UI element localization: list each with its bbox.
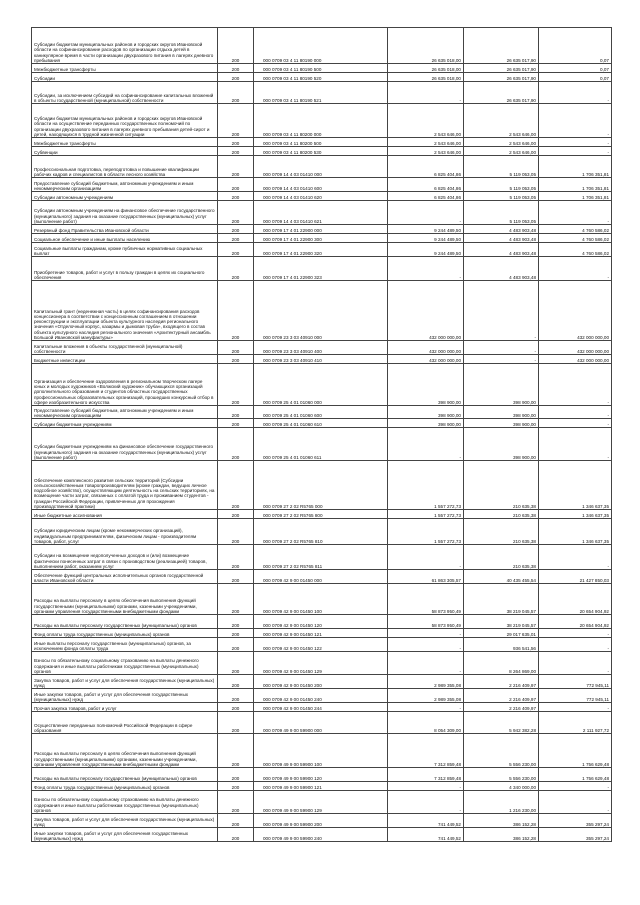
table-row <box>32 712 612 734</box>
row-line-code: 200 <box>218 638 254 652</box>
row-executed-amount: 4 340 000,00 <box>464 782 539 791</box>
row-classification-code: 000 0709 49 9 00 59900 121 <box>254 782 388 791</box>
row-description: Прочая закупка товаров, работ и услуг <box>32 703 218 712</box>
row-line-code: 200 <box>218 615 254 629</box>
row-executed-amount: - <box>464 281 539 341</box>
row-description: Субвенции <box>32 147 218 156</box>
row-unexecuted-amount: 1 346 637,35 <box>539 461 612 510</box>
row-executed-amount: 210 635,38 <box>464 461 539 510</box>
row-approved-amount: - <box>388 629 464 638</box>
row-approved-amount: 2 989 355,08 <box>388 689 464 703</box>
table-row <box>32 703 612 712</box>
row-line-code: 200 <box>218 341 254 355</box>
row-description: Иные выплаты персоналу государственных (муниципальных) органов, за исключением фонда оплаты труда <box>32 638 218 652</box>
row-classification-code: 000 0709 49 9 00 59900 240 <box>254 828 388 842</box>
table-row <box>32 156 612 178</box>
row-executed-amount: 26 635 017,90 <box>464 82 539 104</box>
row-line-code: 200 <box>218 629 254 638</box>
row-approved-amount: 6 825 404,86 <box>388 178 464 192</box>
row-unexecuted-amount: 432 000 000,00 <box>539 281 612 341</box>
row-line-code: 200 <box>218 545 254 570</box>
table-row <box>32 257 612 281</box>
table-row <box>32 615 612 629</box>
table-row <box>32 104 612 138</box>
row-classification-code: 000 0709 42 9 00 01450 200 <box>254 675 388 689</box>
row-line-code: 200 <box>218 428 254 461</box>
row-classification-code: 000 0709 03 4 11 80200 500 <box>254 138 388 147</box>
row-classification-code: 000 0709 17 4 01 22900 300 <box>254 234 388 243</box>
row-line-code: 200 <box>218 703 254 712</box>
row-classification-code: 000 0709 27 2 02 R5765 810 <box>254 519 388 545</box>
row-unexecuted-amount: 0,07 <box>539 28 612 64</box>
row-approved-amount: - <box>388 257 464 281</box>
row-unexecuted-amount: - <box>539 638 612 652</box>
row-unexecuted-amount: - <box>539 703 612 712</box>
row-approved-amount: 1 557 272,73 <box>388 461 464 510</box>
row-description: Субсидии бюджетам муниципальных районов и городских округов Ивановской области на осуществление переданных государственных полномочий по организации двухразового питания в лагерях дневного пребывания детей-сирот и детей, находящихся в трудной жизненной ситуации <box>32 104 218 138</box>
row-unexecuted-amount: - <box>539 364 612 406</box>
row-classification-code: 000 0709 49 9 00 59900 129 <box>254 791 388 814</box>
row-unexecuted-amount: 772 945,11 <box>539 689 612 703</box>
row-line-code: 200 <box>218 64 254 73</box>
table-row <box>32 545 612 570</box>
row-executed-amount: 5 119 053,05 <box>464 178 539 192</box>
row-description: Фонд оплаты труда государственных (муниципальных) органов <box>32 629 218 638</box>
row-description: Субсидии <box>32 73 218 82</box>
table-row <box>32 638 612 652</box>
row-approved-amount: - <box>388 791 464 814</box>
row-unexecuted-amount: - <box>539 652 612 675</box>
table-row <box>32 73 612 82</box>
row-executed-amount: 4 483 903,48 <box>464 225 539 234</box>
row-executed-amount: 2 543 646,00 <box>464 147 539 156</box>
row-line-code: 200 <box>218 814 254 828</box>
row-line-code: 200 <box>218 782 254 791</box>
row-approved-amount: 8 054 309,00 <box>388 712 464 734</box>
row-executed-amount: 2 543 646,00 <box>464 104 539 138</box>
row-approved-amount: 2 543 646,00 <box>388 147 464 156</box>
row-classification-code: 000 0709 25 4 01 01060 610 <box>254 419 388 428</box>
row-classification-code: 000 0709 42 9 00 01450 121 <box>254 629 388 638</box>
row-executed-amount: 936 541,56 <box>464 638 539 652</box>
row-approved-amount: 2 989 355,08 <box>388 675 464 689</box>
row-unexecuted-amount: 20 654 904,92 <box>539 584 612 615</box>
row-executed-amount: 26 635 017,90 <box>464 64 539 73</box>
table-row <box>32 570 612 584</box>
row-unexecuted-amount: - <box>539 782 612 791</box>
row-executed-amount: - <box>464 341 539 355</box>
table-row <box>32 192 612 201</box>
row-line-code: 200 <box>218 689 254 703</box>
row-unexecuted-amount: 0,07 <box>539 73 612 82</box>
row-line-code: 200 <box>218 570 254 584</box>
row-description: Субсидии на возмещение недополученных доходов и (или) возмещение фактически понесенных затрат в связи с производством (реализацией) товаров, выполнением работ, оказанием услуг <box>32 545 218 570</box>
row-approved-amount: - <box>388 428 464 461</box>
row-approved-amount: 9 244 489,50 <box>388 225 464 234</box>
row-line-code: 200 <box>218 791 254 814</box>
table-row <box>32 341 612 355</box>
row-line-code: 200 <box>218 652 254 675</box>
row-classification-code: 000 0709 17 4 01 22900 000 <box>254 225 388 234</box>
row-classification-code: 000 0709 23 3 03 40910 400 <box>254 341 388 355</box>
row-unexecuted-amount: 1 706 351,81 <box>539 156 612 178</box>
row-classification-code: 000 0709 42 9 00 01450 240 <box>254 689 388 703</box>
row-executed-amount: 8 264 869,00 <box>464 652 539 675</box>
row-description: Субсидии юридическим лицам (кроме некоммерческих организаций), индивидуальным предпринимателям, физическим лицам - производителям товаров, работ, услуг <box>32 519 218 545</box>
table-row <box>32 64 612 73</box>
row-line-code: 200 <box>218 28 254 64</box>
table-row <box>32 28 612 64</box>
row-classification-code: 000 0709 25 4 01 01060 611 <box>254 428 388 461</box>
row-description: Иные закупки товаров, работ и услуг для обеспечения государственных (муниципальных) нужд <box>32 828 218 842</box>
table-row <box>32 82 612 104</box>
row-unexecuted-amount: - <box>539 545 612 570</box>
row-classification-code: 000 0709 49 9 00 59900 200 <box>254 814 388 828</box>
table-row <box>32 675 612 689</box>
row-line-code: 200 <box>218 519 254 545</box>
row-approved-amount: 61 863 305,57 <box>388 570 464 584</box>
row-approved-amount: 6 825 404,86 <box>388 192 464 201</box>
table-row <box>32 428 612 461</box>
row-line-code: 200 <box>218 734 254 768</box>
row-description: Субсидии автономным учреждениям <box>32 192 218 201</box>
row-description: Межбюджетные трансферты <box>32 138 218 147</box>
row-executed-amount: 5 556 230,00 <box>464 734 539 768</box>
row-executed-amount: 398 900,00 <box>464 406 539 419</box>
row-unexecuted-amount: 355 297,24 <box>539 828 612 842</box>
table-row <box>32 828 612 842</box>
row-description: Бюджетные инвестиции <box>32 355 218 364</box>
row-line-code: 200 <box>218 364 254 406</box>
row-executed-amount: 210 635,38 <box>464 510 539 519</box>
row-executed-amount: 386 152,28 <box>464 814 539 828</box>
row-classification-code: 000 0709 17 4 01 22900 323 <box>254 257 388 281</box>
table-row <box>32 734 612 768</box>
row-classification-code: 000 0709 27 2 02 R5765 800 <box>254 510 388 519</box>
row-line-code: 200 <box>218 138 254 147</box>
row-line-code: 200 <box>218 419 254 428</box>
table-row <box>32 768 612 782</box>
table-row <box>32 138 612 147</box>
row-description: Предоставление субсидий бюджетным, автономным учреждениям и иным некоммерческим организациям <box>32 406 218 419</box>
row-approved-amount: 58 873 950,49 <box>388 615 464 629</box>
table-row <box>32 629 612 638</box>
row-classification-code: 000 0709 42 9 00 01450 244 <box>254 703 388 712</box>
row-approved-amount: 2 543 646,00 <box>388 138 464 147</box>
row-approved-amount: 741 449,52 <box>388 814 464 828</box>
table-row <box>32 519 612 545</box>
row-line-code: 200 <box>218 234 254 243</box>
row-approved-amount: 398 900,00 <box>388 419 464 428</box>
row-approved-amount: - <box>388 201 464 225</box>
row-approved-amount: 7 312 859,48 <box>388 734 464 768</box>
row-executed-amount: 5 556 230,00 <box>464 768 539 782</box>
row-unexecuted-amount: 21 427 850,03 <box>539 570 612 584</box>
table-row <box>32 364 612 406</box>
row-unexecuted-amount: 1 706 351,81 <box>539 192 612 201</box>
row-executed-amount: 210 635,38 <box>464 545 539 570</box>
table-row <box>32 689 612 703</box>
row-unexecuted-amount: 1 756 629,48 <box>539 734 612 768</box>
row-line-code: 200 <box>218 104 254 138</box>
row-description: Резервный фонд Правительства Ивановской области <box>32 225 218 234</box>
row-unexecuted-amount: - <box>539 406 612 419</box>
row-executed-amount: 2 216 409,97 <box>464 703 539 712</box>
row-classification-code: 000 0709 23 3 03 40910 000 <box>254 281 388 341</box>
table-row <box>32 178 612 192</box>
row-classification-code: 000 0709 42 9 00 01450 122 <box>254 638 388 652</box>
row-line-code: 200 <box>218 156 254 178</box>
row-executed-amount: 5 119 053,05 <box>464 201 539 225</box>
row-unexecuted-amount: 4 760 586,02 <box>539 234 612 243</box>
row-unexecuted-amount: 1 706 351,81 <box>539 178 612 192</box>
row-executed-amount: 2 216 409,97 <box>464 675 539 689</box>
table-row <box>32 782 612 791</box>
row-classification-code: 000 0709 14 4 03 01410 600 <box>254 178 388 192</box>
row-classification-code: 000 0709 14 4 03 01410 620 <box>254 192 388 201</box>
row-unexecuted-amount: - <box>539 104 612 138</box>
table-body <box>32 28 612 842</box>
row-executed-amount: 210 635,38 <box>464 519 539 545</box>
row-line-code: 200 <box>218 355 254 364</box>
row-approved-amount: - <box>388 545 464 570</box>
row-unexecuted-amount: 20 654 904,92 <box>539 615 612 629</box>
row-line-code: 200 <box>218 192 254 201</box>
table-row <box>32 234 612 243</box>
table-row <box>32 510 612 519</box>
row-approved-amount: 432 000 000,00 <box>388 355 464 364</box>
row-executed-amount: 386 152,28 <box>464 828 539 842</box>
row-description: Межбюджетные трансферты <box>32 64 218 73</box>
row-line-code: 200 <box>218 675 254 689</box>
row-unexecuted-amount: - <box>539 147 612 156</box>
table-row <box>32 419 612 428</box>
row-classification-code: 000 0709 49 9 00 59900 000 <box>254 712 388 734</box>
row-line-code: 200 <box>218 73 254 82</box>
row-classification-code: 000 0709 03 4 11 80190 000 <box>254 28 388 64</box>
row-description: Предоставление субсидий бюджетным, автономным учреждениям и иным некоммерческим организациям <box>32 178 218 192</box>
row-description: Субсидии бюджетам муниципальных районов и городских округов Ивановской области на софинансирование расходов по организации отдыха детей в каникулярное время в части организации двухразового питания в лагерях дневного пребывания <box>32 28 218 64</box>
row-description: Закупка товаров, работ и услуг для обеспечения государственных (муниципальных) нужд <box>32 675 218 689</box>
row-approved-amount: 7 312 859,48 <box>388 768 464 782</box>
row-classification-code: 000 0709 42 9 00 01450 129 <box>254 652 388 675</box>
row-unexecuted-amount: 2 111 927,72 <box>539 712 612 734</box>
row-classification-code: 000 0709 14 4 03 01410 621 <box>254 201 388 225</box>
row-approved-amount: 9 244 489,50 <box>388 234 464 243</box>
table-row <box>32 791 612 814</box>
row-description: Социальные выплаты гражданам, кроме публичных нормативных социальных выплат <box>32 243 218 257</box>
row-approved-amount: 432 000 000,00 <box>388 281 464 341</box>
row-unexecuted-amount: - <box>539 419 612 428</box>
row-executed-amount: 38 219 045,57 <box>464 584 539 615</box>
row-description: Организация и обеспечение оздоровления в региональном творческом лагере юных и молодых художников «Волжский художник» обучающихся организаций дополнительного образования и студентов областных государственных профессиональных образовательных организаций, прошедших конкурсный отбор в сфере изобразительного искусства <box>32 364 218 406</box>
row-description: Профессиональная подготовка, переподготовка и повышение квалификации рабочих кадров и специалистов в области лесного хозяйства <box>32 156 218 178</box>
row-unexecuted-amount: - <box>539 428 612 461</box>
row-classification-code: 000 0709 23 3 03 40910 410 <box>254 355 388 364</box>
row-line-code: 200 <box>218 828 254 842</box>
row-approved-amount: 6 825 404,86 <box>388 156 464 178</box>
row-description: Расходы на выплаты персоналу государственных (муниципальных) органов <box>32 615 218 629</box>
row-approved-amount: - <box>388 638 464 652</box>
row-description: Субсидии бюджетным учреждениям на финансовое обеспечение государственного (муниципального) задания на оказание государственных (муниципальных) услуг (выполнение работ) <box>32 428 218 461</box>
row-description: Субсидии автономным учреждениям на финансовое обеспечение государственного (муниципального) задания на оказание государственных (муниципальных) услуг (выполнение работ) <box>32 201 218 225</box>
table-row <box>32 355 612 364</box>
row-unexecuted-amount: 1 346 637,35 <box>539 510 612 519</box>
row-approved-amount: - <box>388 703 464 712</box>
row-description: Социальное обеспечение и иные выплаты населению <box>32 234 218 243</box>
row-description: Капитальный грант (неденежная часть) в целях софинансирования расходов концессионера в соответствии с концессионным соглашением в отношении реконструкции и эксплуатации объекта культурного наследия регионального значения «Отделочный корпус, казармы и дымовая труба», входящего в состав объекта культурного наследия регионального значения «Архитектурный ансамбль Большой Ивановской мануфактуры» <box>32 281 218 341</box>
row-classification-code: 000 0709 42 9 00 01450 120 <box>254 615 388 629</box>
row-classification-code: 000 0709 42 9 00 01450 100 <box>254 584 388 615</box>
row-approved-amount: 9 244 489,50 <box>388 243 464 257</box>
row-classification-code: 000 0709 42 9 00 01450 000 <box>254 570 388 584</box>
row-description: Расходы на выплаты персоналу в целях обеспечения выполнения функций государственными (муниципальными) органами, казенными учреждениями, органами управления государственными внебюджетными фондами <box>32 734 218 768</box>
row-approved-amount: 741 449,52 <box>388 828 464 842</box>
row-executed-amount: 1 216 230,00 <box>464 791 539 814</box>
row-executed-amount: 26 635 017,90 <box>464 28 539 64</box>
row-description: Фонд оплаты труда государственных (муниципальных) органов <box>32 782 218 791</box>
table-row <box>32 406 612 419</box>
table-row <box>32 814 612 828</box>
row-classification-code: 000 0709 03 4 11 80200 530 <box>254 147 388 156</box>
row-line-code: 200 <box>218 82 254 104</box>
row-executed-amount: 4 483 903,48 <box>464 234 539 243</box>
row-approved-amount: - <box>388 782 464 791</box>
row-unexecuted-amount: 4 760 586,02 <box>539 225 612 234</box>
row-line-code: 200 <box>218 201 254 225</box>
row-unexecuted-amount: - <box>539 257 612 281</box>
row-classification-code: 000 0709 49 9 00 59900 100 <box>254 734 388 768</box>
row-executed-amount: 398 900,00 <box>464 364 539 406</box>
row-unexecuted-amount: 1 346 637,35 <box>539 519 612 545</box>
row-description: Иные закупки товаров, работ и услуг для обеспечения государственных (муниципальных) нужд <box>32 689 218 703</box>
table-row <box>32 201 612 225</box>
row-line-code: 200 <box>218 768 254 782</box>
budget-execution-table <box>31 27 612 842</box>
row-description: Иные бюджетные ассигнования <box>32 510 218 519</box>
row-executed-amount: 29 017 635,01 <box>464 629 539 638</box>
row-approved-amount: 26 635 018,00 <box>388 28 464 64</box>
row-executed-amount: 5 942 382,28 <box>464 712 539 734</box>
table-row <box>32 652 612 675</box>
row-classification-code: 000 0709 25 4 01 01060 000 <box>254 364 388 406</box>
table-row <box>32 461 612 510</box>
row-description: Обеспечение функций центральных исполнительных органов государственной власти Ивановской области <box>32 570 218 584</box>
row-description: Обеспечение комплексного развития сельских территорий (Субсидии сельскохозяйственным товаропроизводителям (кроме граждан, ведущих личное подсобное хозяйство), осуществляющим деятельность на сельских территориях, на возмещение части затрат, связанных с оплатой труда и проживанием студентов - граждан Российской Федерации, привлеченных для прохождения производственной практики) <box>32 461 218 510</box>
row-line-code: 200 <box>218 461 254 510</box>
row-classification-code: 000 0709 03 4 11 80200 000 <box>254 104 388 138</box>
row-description: Расходы на выплаты персоналу государственных (муниципальных) органов <box>32 768 218 782</box>
row-line-code: 200 <box>218 243 254 257</box>
row-executed-amount: 38 219 045,57 <box>464 615 539 629</box>
row-executed-amount: 2 543 646,00 <box>464 138 539 147</box>
row-executed-amount: 398 900,00 <box>464 419 539 428</box>
row-unexecuted-amount: 1 756 629,48 <box>539 768 612 782</box>
row-executed-amount: 4 483 903,48 <box>464 243 539 257</box>
row-unexecuted-amount: 355 297,24 <box>539 814 612 828</box>
row-description: Взносы по обязательному социальному страхованию на выплаты денежного содержания и иные выплаты работникам государственных (муниципальных) органов <box>32 791 218 814</box>
row-description: Осуществление переданных полномочий Российской Федерации в сфере образования <box>32 712 218 734</box>
row-approved-amount: 26 635 018,00 <box>388 64 464 73</box>
row-description: Приобретение товаров, работ и услуг в пользу граждан в целях их социального обеспечения <box>32 257 218 281</box>
row-unexecuted-amount: 4 760 586,02 <box>539 243 612 257</box>
row-description: Закупка товаров, работ и услуг для обеспечения государственных (муниципальных) нужд <box>32 814 218 828</box>
row-approved-amount: 2 543 646,00 <box>388 104 464 138</box>
row-unexecuted-amount: - <box>539 201 612 225</box>
row-classification-code: 000 0709 03 4 11 80190 520 <box>254 73 388 82</box>
row-description: Взносы по обязательному социальному страхованию на выплаты денежного содержания и иные выплаты работникам государственных (муниципальных) органов <box>32 652 218 675</box>
row-classification-code: 000 0709 27 2 02 R5765 811 <box>254 545 388 570</box>
row-approved-amount: 398 900,00 <box>388 364 464 406</box>
row-description: Расходы на выплаты персоналу в целях обеспечения выполнения функций государственными (муниципальными) органами, казенными учреждениями, органами управления государственными внебюджетными фондами <box>32 584 218 615</box>
row-unexecuted-amount: 772 945,11 <box>539 675 612 689</box>
row-executed-amount: 40 435 455,54 <box>464 570 539 584</box>
row-description: Субсидии, за исключением субсидий на софинансирование капитальных вложений в объекты государственной (муниципальной) собственности <box>32 82 218 104</box>
table-row <box>32 243 612 257</box>
row-classification-code: 000 0709 03 4 11 80190 500 <box>254 64 388 73</box>
row-unexecuted-amount: - <box>539 138 612 147</box>
row-unexecuted-amount: 432 000 000,00 <box>539 355 612 364</box>
row-approved-amount: 1 557 272,73 <box>388 510 464 519</box>
row-classification-code: 000 0709 25 4 01 01060 600 <box>254 406 388 419</box>
table-row <box>32 281 612 341</box>
row-line-code: 200 <box>218 225 254 234</box>
row-classification-code: 000 0709 49 9 00 59900 120 <box>254 768 388 782</box>
row-unexecuted-amount: - <box>539 82 612 104</box>
row-approved-amount: 398 900,00 <box>388 406 464 419</box>
row-classification-code: 000 0709 03 4 11 80190 521 <box>254 82 388 104</box>
row-classification-code: 000 0709 17 4 01 22900 320 <box>254 243 388 257</box>
row-executed-amount: 398 900,00 <box>464 428 539 461</box>
row-approved-amount: 432 000 000,00 <box>388 341 464 355</box>
row-line-code: 200 <box>218 281 254 341</box>
row-unexecuted-amount: - <box>539 791 612 814</box>
row-classification-code: 000 0709 27 2 02 R5765 000 <box>254 461 388 510</box>
row-line-code: 200 <box>218 147 254 156</box>
row-classification-code: 000 0709 14 4 03 01410 000 <box>254 156 388 178</box>
row-unexecuted-amount: 0,07 <box>539 64 612 73</box>
row-approved-amount: 1 557 272,73 <box>388 519 464 545</box>
row-line-code: 200 <box>218 406 254 419</box>
row-unexecuted-amount: 432 000 000,00 <box>539 341 612 355</box>
row-approved-amount: - <box>388 652 464 675</box>
table-row <box>32 225 612 234</box>
row-description: Капитальные вложения в объекты государственной (муниципальной) собственности <box>32 341 218 355</box>
row-executed-amount: - <box>464 355 539 364</box>
row-executed-amount: 26 635 017,90 <box>464 73 539 82</box>
row-approved-amount: 26 635 018,00 <box>388 73 464 82</box>
row-description: Субсидии бюджетным учреждениям <box>32 419 218 428</box>
row-executed-amount: 5 119 053,05 <box>464 156 539 178</box>
row-line-code: 200 <box>218 178 254 192</box>
row-approved-amount: - <box>388 82 464 104</box>
row-executed-amount: 4 483 903,48 <box>464 257 539 281</box>
row-line-code: 200 <box>218 257 254 281</box>
row-line-code: 200 <box>218 584 254 615</box>
row-unexecuted-amount: - <box>539 629 612 638</box>
table-row <box>32 584 612 615</box>
row-line-code: 200 <box>218 712 254 734</box>
row-line-code: 200 <box>218 510 254 519</box>
row-approved-amount: 58 873 950,49 <box>388 584 464 615</box>
row-executed-amount: 5 119 053,05 <box>464 192 539 201</box>
row-executed-amount: 2 216 409,97 <box>464 689 539 703</box>
table-row <box>32 147 612 156</box>
